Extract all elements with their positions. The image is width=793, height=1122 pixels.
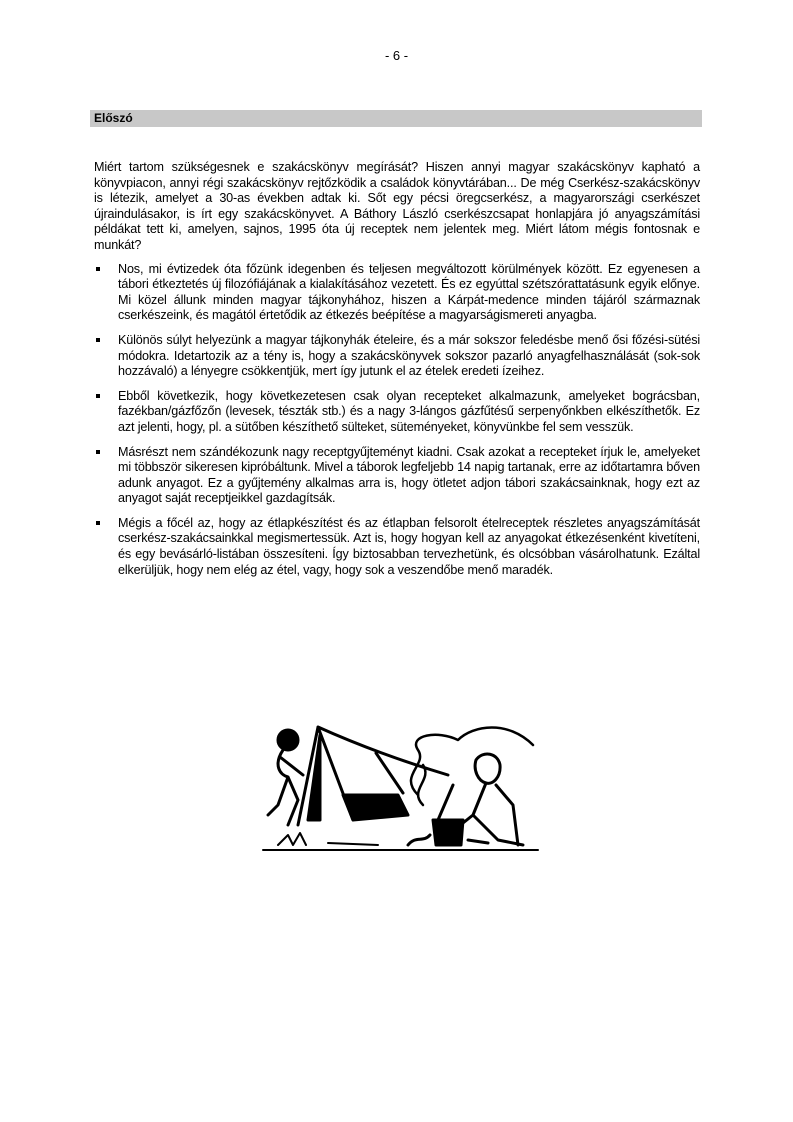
ground — [263, 833, 538, 850]
list-item-text: Másrészt nem szándékozunk nagy receptgyűjteményt kiadni. Csak azokat a recepteket írjuk le, amelyeket mi többször sikeresen kipróbáltunk. Mivel a táborok legfeljebb 14 napig tartanak, erre az időtartamra bőven adunk anyagot. Ez a gyűjtemény alkalmas arra is, hogy ötletet adjon tábori szakácsainknak, hogy ezt az anyagot saját receptjeikkel gazdagítsák. — [118, 444, 700, 506]
page-number: - 6 - — [384, 48, 409, 63]
list-item — [94, 445, 700, 507]
cook-head — [475, 754, 500, 783]
camp-cooking-illustration-icon — [258, 715, 543, 855]
square-bullet-icon — [96, 521, 100, 525]
scout-body — [268, 750, 303, 825]
scout-head — [278, 730, 298, 750]
list-item — [94, 333, 700, 380]
square-bullet-icon — [96, 338, 100, 342]
list-item-text: Nos, mi évtizedek óta főzünk idegenben és teljesen megváltozott körülmények között. Ez egyenesen a tábori étkeztetés új filozófiájának a kialakításához vezetett. És ez egyúttal szétszórattatásunk egyik előnye. Mi közel állunk minden magyar tájkonyhához, hiszen a Kárpát-medence minden tájáról származnak cserkészeink, és magától értetődik az étkezés beépítése a magyarságismereti anyagba. — [118, 261, 700, 323]
section-title: Előszó — [94, 111, 133, 125]
cooking-pot — [433, 820, 463, 845]
list-item-text: Ebből következik, hogy következetesen csak olyan recepteket alkalmazunk, amelyeket bográcsban, fazékban/gázfőzőn (levesek, tészták stb.) és a nagy 3-lángos gázfűtésű serpenyőnkben elkészíthetők. Ez azt jelenti, hogy, pl. a sütőben készíthető sülteket, süteményeket, könyvünkbe fel sem vesszük. — [118, 388, 700, 434]
smoke — [411, 728, 533, 796]
square-bullet-icon — [96, 450, 100, 454]
section-header-bar — [90, 110, 702, 127]
stirring-stick — [438, 785, 453, 820]
intro-paragraph: Miért tartom szükségesnek e szakácskönyv megírását? Hiszen annyi magyar szakácskönyv kapható a könyvpiacon, annyi régi szakácskönyv rejtőzködik a családok könyvtárában... De még Cserkész-szakácskönyv is létezik, amelyet a 30-as években adtak ki. Sőt egy pécsi öregcserkész, a magyarországi cserkészet újraindulásakor, is írt egy szakácskönyvet. A Báthory László cserkészcsapat honlapjára jó anyagszámítási példákat tett ki, amelyen, sajnos, 1995 óta új receptek nem jelentek meg. Miért látom mégis fontosnak e munkát? — [94, 160, 700, 252]
list-item — [94, 516, 700, 578]
list-item — [94, 262, 700, 324]
square-bullet-icon — [96, 394, 100, 398]
list-item-text: Mégis a főcél az, hogy az étlapkészítést és az étlapban felsorolt ételreceptek részletes anyagszámítását cserkész-szakácsainkkal megismertessük. Azt is, hogy hogyan kell az anyagokat étkezésenként kivetíteni, és egy bevásárló-listában összesíteni. Így biztosabban tervezhetünk, és olcsóbban vásárolhatunk. Ezáltal elkerüljük, hogy nem elég az étel, vagy, hogy sok a veszendőbe menő maradék. — [118, 515, 700, 577]
list-item — [94, 389, 700, 436]
list-item-text: Különös súlyt helyezünk a magyar tájkonyhák ételeire, és a már sokszor feledésbe menő ősi főzési-sütési módokra. Idetartozik az a tény is, hogy a szakácskönyvek sokszor pazarló anyagfelhasználását (sok-sok hozzávaló) a lényegre csökkentjük, mert így jutunk el az ételek eredeti ízeihez. — [118, 332, 700, 379]
cook-body — [458, 783, 523, 845]
bullet-list — [94, 262, 700, 579]
tent-shadow — [343, 795, 408, 820]
square-bullet-icon — [96, 267, 100, 271]
document-body — [94, 160, 700, 587]
